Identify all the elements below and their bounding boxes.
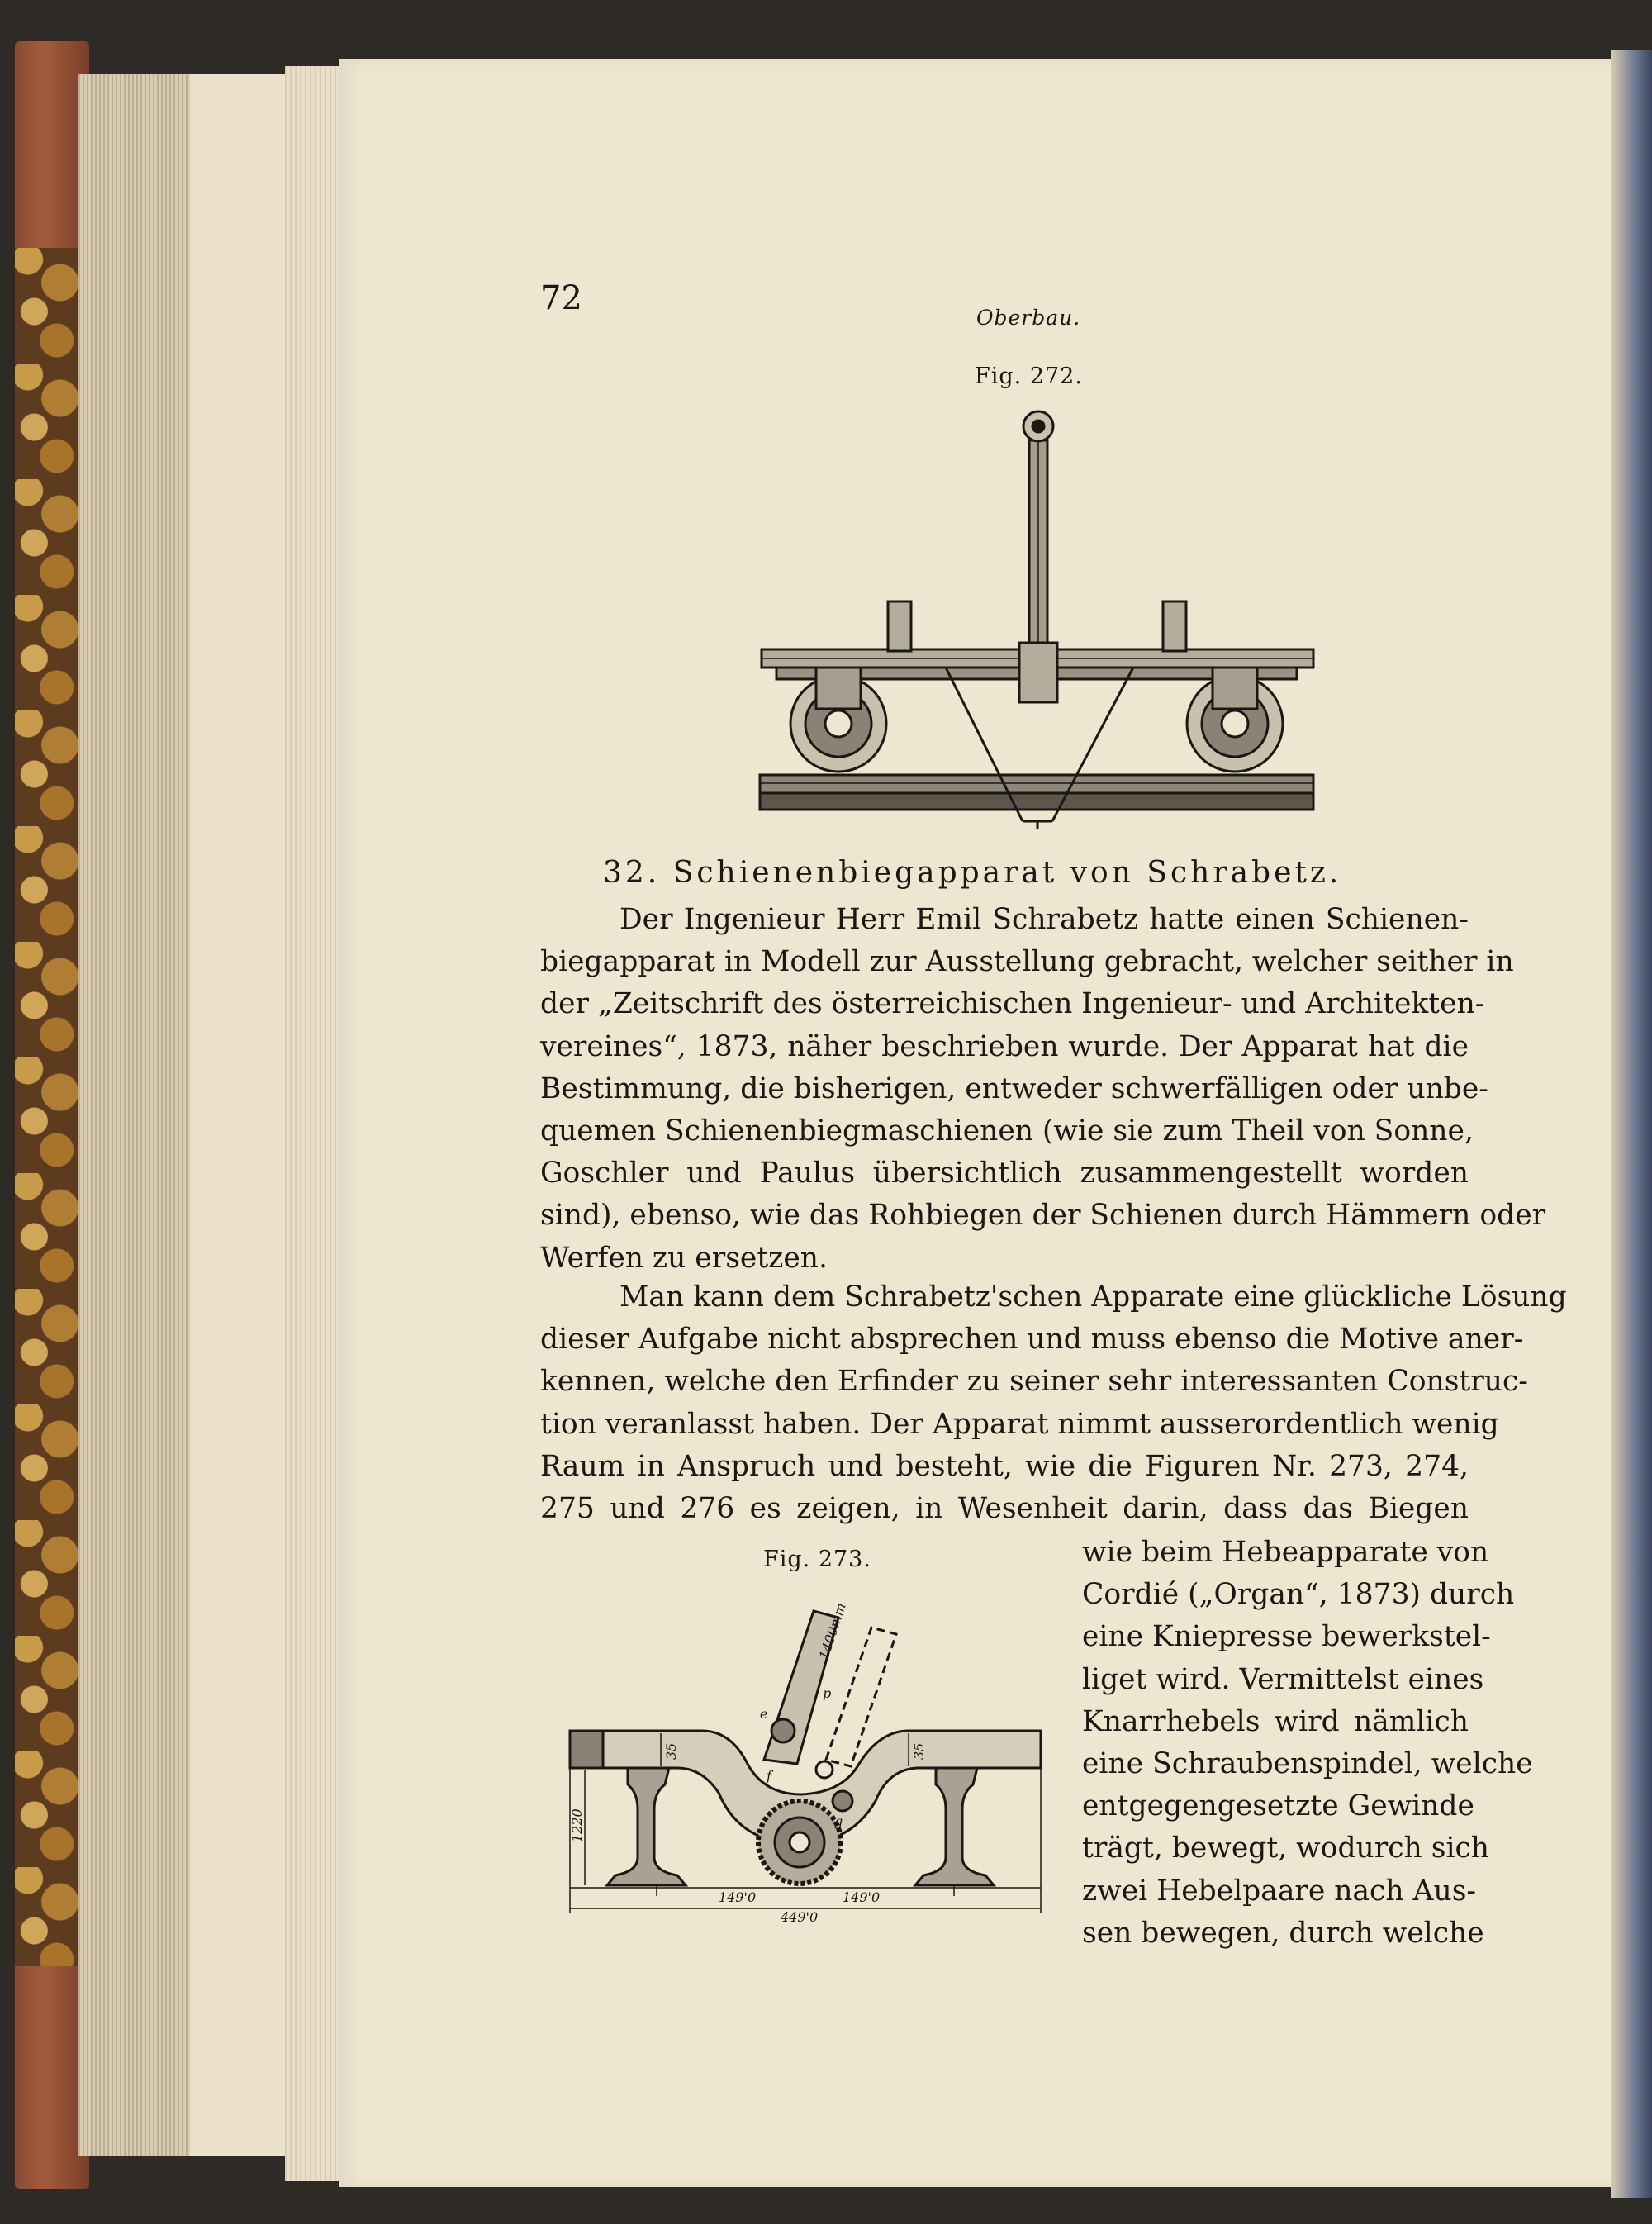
page-edges-left xyxy=(78,74,194,2156)
label-g: g xyxy=(834,1813,843,1829)
label-f: f xyxy=(767,1768,771,1784)
text-line: Der Ingenieur Herr Emil Schrabetz hatte einen Schienen- xyxy=(620,903,1469,936)
text-line: Werfen zu ersetzen. xyxy=(540,1241,828,1275)
dim-height-right: 35 xyxy=(911,1742,927,1760)
text-line: eine Kniepresse bewerkstel- xyxy=(1082,1620,1491,1654)
text-line: sind), ebenso, wie das Rohbiegen der Schienen durch Hämmern oder xyxy=(540,1199,1546,1233)
text-line: sen bewegen, durch welche xyxy=(1082,1916,1484,1950)
paragraph-2 xyxy=(540,1276,1567,1530)
text-line: liget wird. Vermittelst eines xyxy=(1082,1662,1484,1696)
paragraph-1 xyxy=(540,899,1546,1280)
dim-span-right: 149'0 xyxy=(843,1889,881,1905)
text-line: Cordié („Organ“, 1873) durch xyxy=(1082,1578,1515,1612)
text-line: Goschler und Paulus übersichtlich zusammengestellt worden xyxy=(540,1157,1469,1190)
label-e: e xyxy=(760,1706,768,1722)
text-line: eine Schraubenspindel, welche xyxy=(1082,1747,1533,1781)
text-line: entgegengesetzte Gewinde xyxy=(1082,1789,1474,1823)
text-line: vereines“, 1873, näher beschrieben wurde. Der Apparat hat die xyxy=(540,1029,1469,1063)
book-edge-right xyxy=(1611,50,1652,2198)
book-gutter xyxy=(285,66,343,2181)
text-line: Raum in Anspruch und besteht, wie die Figuren Nr. 273, 274, xyxy=(540,1449,1469,1483)
text-line: der „Zeitschrift des österreichischen Ingenieur- und Architekten- xyxy=(540,987,1485,1021)
text-line: 275 und 276 es zeigen, in Wesenheit darin, dass das Biegen xyxy=(540,1492,1469,1526)
dim-span-total: 449'0 xyxy=(781,1909,819,1925)
fig-272-illustration xyxy=(752,403,1322,833)
text-line: Bestimmung, die bisherigen, entweder schwerfälligen oder unbe- xyxy=(540,1072,1488,1105)
text-line: Man kann dem Schrabetz'schen Apparate eine glückliche Lösung xyxy=(620,1281,1567,1314)
text-line: kennen, welche den Erfinder zu seiner sehr interessanten Construc- xyxy=(540,1365,1528,1399)
marbled-endpaper xyxy=(15,248,79,1966)
fig-272-caption: Fig. 272. xyxy=(975,364,1083,389)
text-line: tion veranlasst haben. Der Apparat nimmt ausserordentlich wenig xyxy=(540,1407,1499,1441)
label-p: p xyxy=(823,1685,832,1701)
text-line: zwei Hebelpaare nach Aus- xyxy=(1082,1874,1477,1908)
dim-height-left: 1220 xyxy=(569,1808,585,1842)
running-title: Oberbau. xyxy=(976,306,1081,330)
dim-span-left: 149'0 xyxy=(719,1889,757,1905)
dim-lever-length: 1400mm xyxy=(815,1600,849,1662)
text-line: wie beim Hebeapparate von xyxy=(1082,1536,1489,1569)
text-line: Knarrhebels wird nämlich xyxy=(1082,1704,1469,1738)
fig-273-caption: Fig. 273. xyxy=(763,1547,871,1572)
text-line: quemen Schienenbiegmaschienen (wie sie zum Theil von Sonne, xyxy=(540,1114,1474,1148)
text-line: dieser Aufgabe nicht absprechen und muss ebenso die Motive aner- xyxy=(540,1323,1524,1357)
text-line: trägt, bewegt, wodurch sich xyxy=(1082,1832,1490,1865)
paragraph-3 xyxy=(1082,1532,1533,1955)
fig-273-illustration xyxy=(562,1594,1057,1925)
blank-leaf xyxy=(190,74,289,2156)
dim-height-mid: 35 xyxy=(663,1742,679,1760)
page-number: 72 xyxy=(540,279,582,317)
text-line: biegapparat in Modell zur Ausstellung gebracht, welcher seither in xyxy=(540,945,1514,979)
section-heading: 32. Schienenbiegapparat von Schrabetz. xyxy=(603,856,1342,890)
